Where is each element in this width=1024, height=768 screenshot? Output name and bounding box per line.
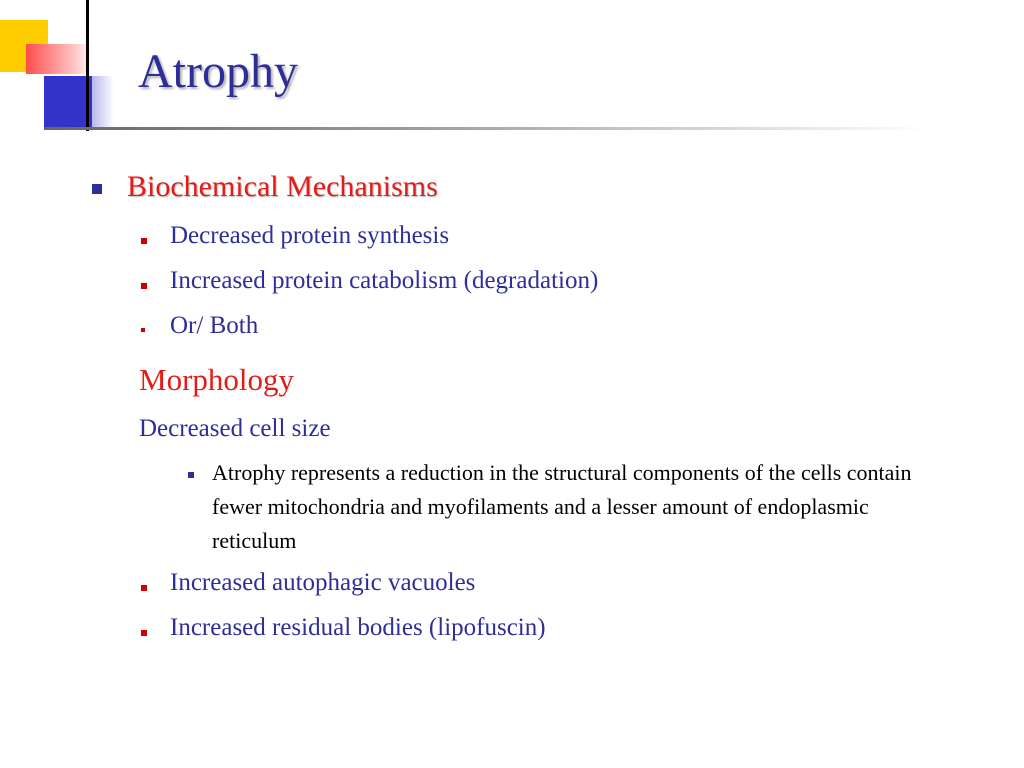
square-bullet-icon bbox=[188, 472, 194, 478]
title-underline-rule bbox=[44, 127, 930, 130]
section-heading-morphology: Morphology bbox=[139, 362, 294, 397]
square-bullet-icon bbox=[141, 238, 147, 244]
decor-vertical-rule bbox=[86, 0, 89, 131]
list-item: Or/ Both bbox=[170, 312, 259, 339]
slide-title: Atrophy bbox=[138, 45, 298, 98]
description-paragraph: Atrophy represents a reduction in the structural components of the cells contain fewer mitochondria and myofilaments and a lesser amount of endoplasmic reticulum bbox=[212, 460, 912, 553]
list-item: Increased protein catabolism (degradation) bbox=[170, 267, 599, 294]
square-bullet-icon bbox=[141, 585, 147, 591]
square-bullet-icon bbox=[92, 184, 102, 194]
square-bullet-icon bbox=[141, 630, 147, 636]
square-bullet-icon bbox=[141, 283, 147, 289]
decor-red-gradient-bar bbox=[26, 44, 92, 74]
section-heading-biochemical: Biochemical Mechanisms bbox=[127, 170, 438, 203]
decor-blue-fade bbox=[92, 76, 114, 130]
list-item: Increased residual bodies (lipofuscin) bbox=[170, 614, 546, 641]
square-bullet-icon bbox=[141, 328, 145, 332]
cell-size-text: Decreased cell size bbox=[139, 415, 331, 442]
list-item: Decreased protein synthesis bbox=[170, 222, 450, 249]
list-item: Increased autophagic vacuoles bbox=[170, 569, 476, 596]
decor-blue-square bbox=[44, 76, 92, 130]
